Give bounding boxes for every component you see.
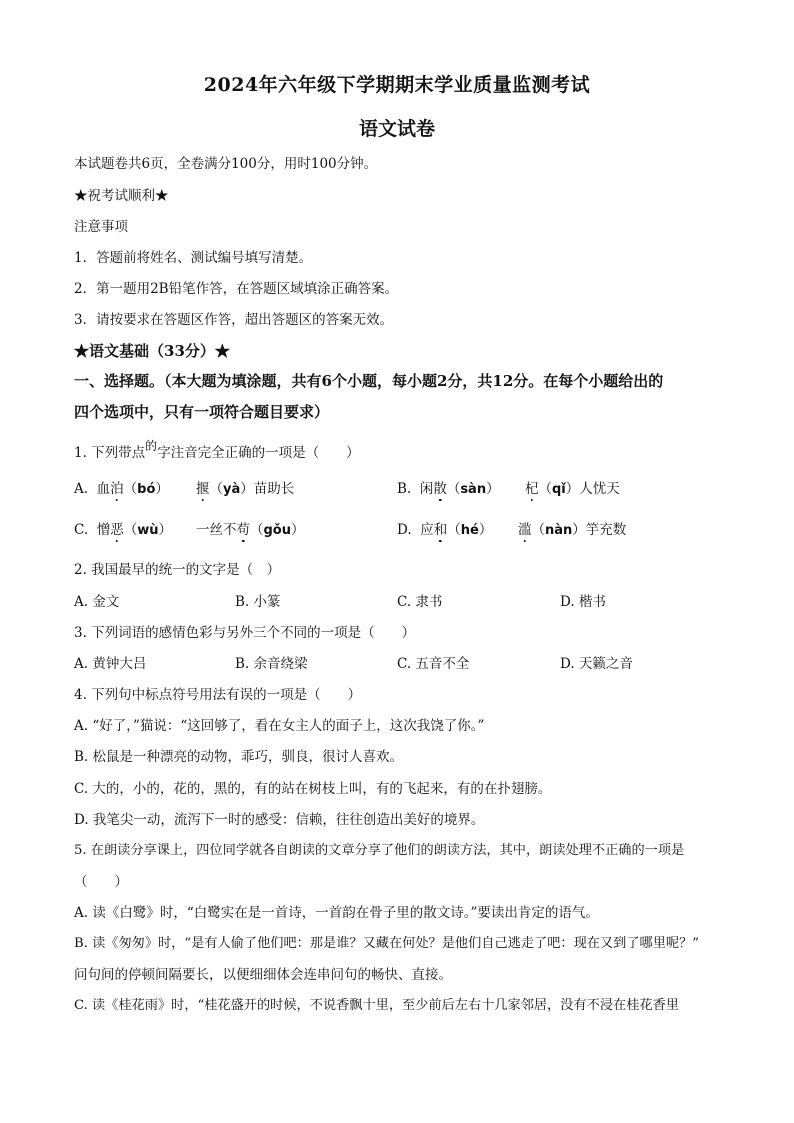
q1-option-b-word2: 杞（qǐ）人忧天 [525, 481, 620, 497]
dotted-char: 散 [433, 481, 447, 497]
note-item: 2．第一题用2B铅笔作答，在答题区域填涂正确答案。 [74, 281, 399, 297]
pinyin: wù [137, 523, 159, 538]
pinyin: sàn [460, 482, 487, 497]
word-char: 应 [420, 522, 434, 538]
q3-option-a[interactable]: A. 黄钟大吕 [74, 656, 147, 672]
q1-stem-sup: 的 [145, 439, 158, 453]
q2-option-b[interactable]: B. 小篆 [235, 594, 281, 610]
dotted-char: 苟 [236, 522, 250, 538]
q1-option-d[interactable]: D. 应和（hé） [397, 522, 493, 538]
word-char: 闲 [419, 481, 434, 497]
exam-subtitle: 语文试卷 [358, 118, 435, 140]
word-rest: 苗助长 [253, 481, 295, 497]
q5-stem: 5. 在朗读分享课上，四位同学就各自朗读的文章分享了他们的朗读方法，其中，朗读处理不正确的一项是 [74, 843, 685, 858]
q1-stem-part: 字注音完全正确的一项是（ ） [157, 445, 360, 461]
pinyin: qǐ [552, 482, 566, 497]
q1-stem-part: 1. 下列带点 [74, 445, 146, 461]
q3-option-d[interactable]: D. 天籁之音 [560, 656, 633, 672]
exam-title: 2024年六年级下学期期末学业质量监测考试 [203, 74, 591, 96]
pinyin: bó [137, 482, 156, 497]
q1-option-a[interactable]: A. 血泊（bó） [74, 481, 169, 497]
dotted-char: 杞 [525, 481, 539, 497]
dotted-char: 和 [433, 522, 448, 538]
intro-text: 本试题卷共6页，全卷满分100分，用时100分钟。 [74, 156, 378, 172]
section-heading: ★语文基础（33分）★ [74, 342, 230, 360]
q5-option-a[interactable]: A. 读《白鹭》时，“白鹭实在是一首诗，一首韵在骨子里的散文诗。”要读出肯定的语气。 [74, 905, 599, 921]
q1-stem [74, 441, 360, 461]
part1-heading-line1: 一、选择题。（本大题为填涂题，共有6个小题，每小题2分，共12分。在每个小题给出的 [74, 372, 664, 390]
q5-option-b-cont: 问句间的停顿间隔要长，以便细细体会连串问句的畅快、直接。 [74, 967, 452, 983]
q5-answer-paren: （ ） [74, 874, 128, 890]
q1-option-b[interactable]: B. 闲散（sàn） [397, 481, 500, 497]
q1-option-a-word2: 揠（yà）苗助长 [196, 481, 295, 497]
word-prefix: 一丝不 [196, 522, 237, 538]
q5-option-b[interactable]: B. 读《匆匆》时，“是有人偷了他们吧：那是谁？又藏在何处？是他们自己逃走了吧：现在又到了哪里呢？” [74, 936, 699, 951]
option-label: D. [397, 522, 412, 538]
option-label: B. [397, 481, 412, 497]
q3-option-b[interactable]: B. 余音绕梁 [235, 656, 308, 672]
q3-option-c[interactable]: C. 五音不全 [397, 656, 470, 672]
pinyin: hé [460, 523, 479, 538]
q3-stem: 3. 下列词语的感情色彩与另外三个不同的一项是（ ） [74, 625, 416, 641]
word-rest: 人忧天 [579, 481, 620, 497]
q1-option-d-word2: 滥（nàn）竽充数 [518, 522, 627, 538]
dotted-char: 恶 [110, 522, 124, 538]
q2-option-a[interactable]: A. 金文 [74, 594, 120, 610]
pinyin: nàn [545, 523, 573, 538]
dotted-char: 泊 [110, 481, 124, 497]
q1-option-c-word2: 一丝不苟（gǒu） [196, 522, 305, 538]
pinyin: gǒu [263, 523, 291, 538]
q2-stem: 2. 我国最早的统一的文字是（ ） [74, 562, 281, 578]
q1-option-c[interactable]: C. 憎恶（wù） [74, 522, 172, 538]
q2-option-c[interactable]: C. 隶书 [397, 594, 443, 610]
q5-option-c[interactable]: C. 读《桂花雨》时，“桂花盛开的时候，不说香飘十里，至少前后左右十几家邻居，没有不浸在桂花香里 [74, 998, 679, 1013]
dotted-char: 揠 [196, 481, 210, 497]
word-rest: 竽充数 [585, 522, 627, 538]
wish-text: ★祝考试顺利★ [74, 188, 169, 204]
option-label: C. [74, 522, 89, 538]
word-char: 憎 [96, 522, 111, 538]
note-item: 3．请按要求在答题区作答，超出答题区的答案无效。 [74, 312, 394, 328]
pinyin: yà [223, 482, 241, 497]
q4-option-a[interactable]: A. “好了，”猫说：“这回够了，看在女主人的面子上，这次我饶了你。” [74, 718, 485, 734]
q4-option-b[interactable]: B. 松鼠是一种漂亮的动物，乖巧，驯良，很讨人喜欢。 [74, 749, 404, 765]
option-label: A. [74, 481, 89, 497]
q4-option-d[interactable]: D. 我笔尖一动，流泻下一时的感受：信赖，往往创造出美好的境界。 [74, 812, 485, 828]
q4-option-c[interactable]: C. 大的，小的，花的，黑的，有的站在树枝上叫，有的飞起来，有的在扑翅膀。 [74, 781, 552, 797]
notes-heading: 注意事项 [74, 219, 128, 235]
part1-heading-line2: 四个选项中，只有一项符合题目要求） [74, 403, 330, 421]
word-char: 血 [96, 481, 111, 497]
dotted-char: 滥 [518, 522, 532, 538]
note-item: 1．答题前将姓名、测试编号填写清楚。 [74, 250, 313, 266]
q4-stem: 4. 下列句中标点符号用法有误的一项是（ ） [74, 687, 362, 703]
q2-option-d[interactable]: D. 楷书 [560, 594, 606, 610]
